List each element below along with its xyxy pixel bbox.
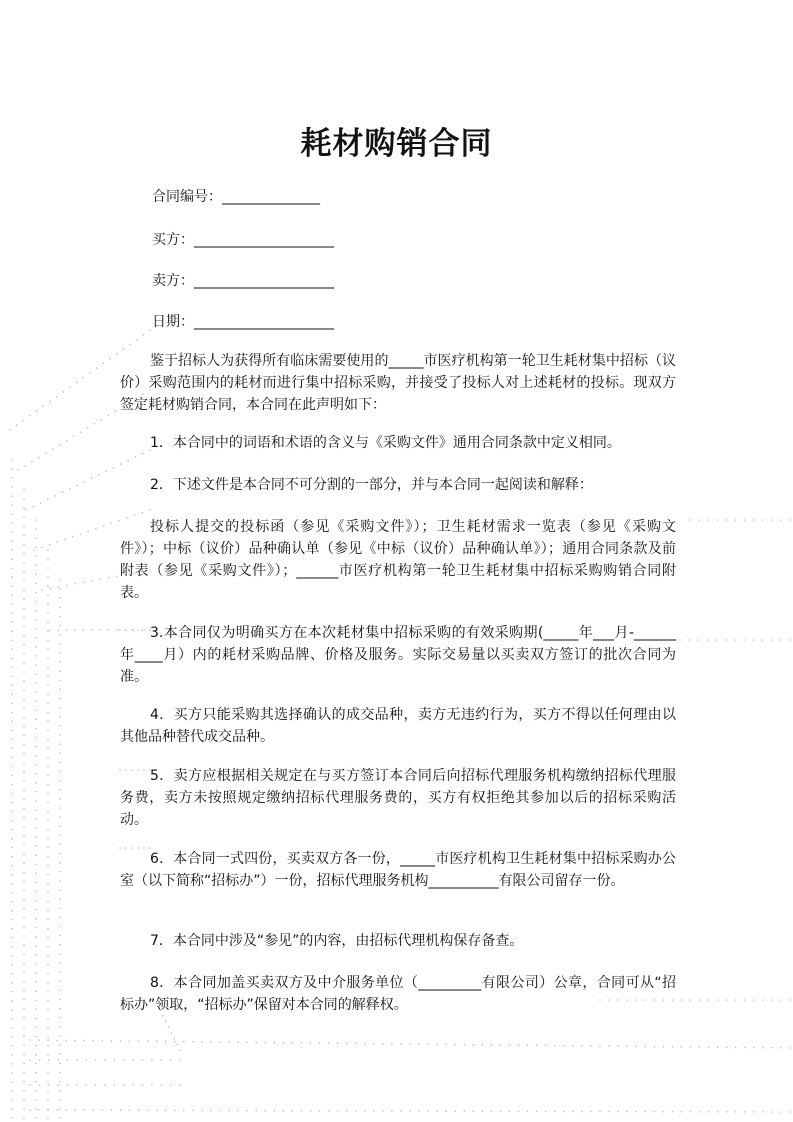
preamble-paragraph: 鉴于招标人为获得所有临床需要使用的_____市医疗机构第一轮卫生耗材集中招标（议价）采购范围内的耗材而进行集中招标采购，并接受了投标人对上述耗材的投标。现双方签定耗材购销合同，本合同在此声明如下： — [120, 353, 676, 413]
seller-field: 卖方：____________________ — [152, 273, 334, 289]
clause-8: 8．本合同加盖买卖双方及中介服务单位（_________有限公司）公章，合同可从“招标办”领取，“招标办”保留对本合同的解释权。 — [120, 975, 676, 1013]
clause-5: 5．卖方应根据相关规定在与买方签订本合同后向招标代理服务机构缴纳招标代理服务费，卖方未按照规定缴纳招标代理服务费的，买方有权拒绝其参加以后的招标采购活动。 — [120, 768, 676, 828]
contract-number-field: 合同编号：______________ — [152, 189, 320, 205]
clause-4: 4．买方只能采购其选择确认的成交品种，卖方无违约行为，买方不得以任何理由以其他品种替代成交品种。 — [120, 707, 676, 745]
clause-2-documents: 投标人提交的投标函（参见《采购文件》）；卫生耗材需求一览表（参见《采购文件》）；中标（议价）品种确认单（参见《中标（议价）品种确认单》）；通用合同条款及前附表（参见《采购文件》）；______市医疗机构第一轮卫生耗材集中招标采购购销合同附表。 — [120, 519, 676, 601]
clause-6: 6．本合同一式四份，买卖双方各一份，_____市医疗机构卫生耗材集中招标采购办公室（以下简称“招标办”）一份，招标代理服务机构__________有限公司留存一份。 — [120, 851, 676, 889]
buyer-field: 买方：____________________ — [152, 232, 334, 248]
document-title: 耗材购销合同 — [300, 126, 493, 162]
clause-2: 2．下述文件是本合同不可分割的一部分，并与本合同一起阅读和解释： — [150, 477, 593, 493]
date-field: 日期：____________________ — [152, 314, 334, 330]
clause-3: 3.本合同仅为明确买方在本次耗材集中招标采购的有效采购期(_____年___月-______年____月）内的耗材采购品牌、价格及服务。实际交易量以买卖双方签订的批次合同为准。 — [120, 625, 676, 685]
clause-7: 7．本合同中涉及“参见”的内容，由招标代理机构保存备查。 — [150, 933, 524, 949]
clause-1: 1．本合同中的词语和术语的含义与《采购文件》通用合同条款中定义相同。 — [150, 435, 621, 451]
